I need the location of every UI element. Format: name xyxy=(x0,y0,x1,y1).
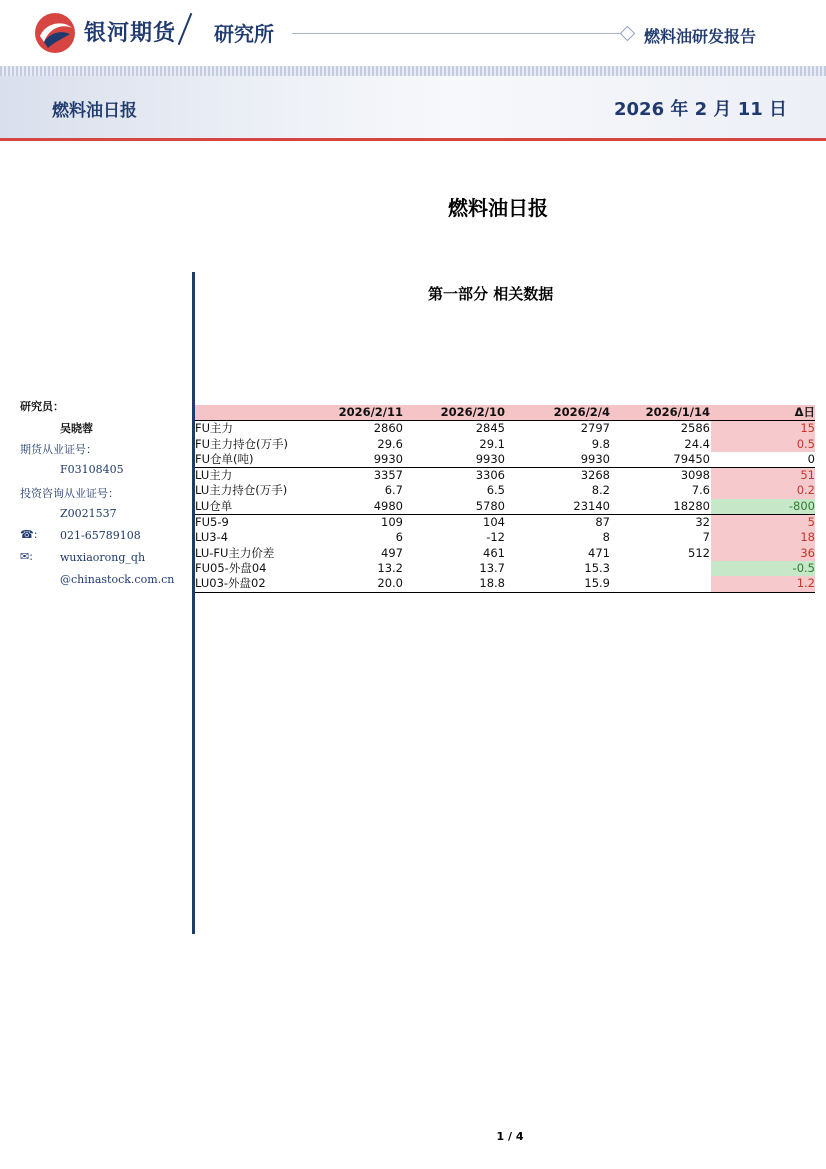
table-row xyxy=(195,561,815,576)
header-delta: Δ日 xyxy=(794,405,815,419)
value-col-3: 23140 xyxy=(573,498,610,513)
table-row xyxy=(195,546,815,561)
value-col-2: 3306 xyxy=(475,468,505,483)
mail-icon: ✉: xyxy=(20,550,33,563)
header-divider xyxy=(178,13,193,45)
value-col-4: 24.4 xyxy=(684,436,710,451)
phone-number: 021-65789108 xyxy=(60,529,141,542)
section-title: 第一部分 相关数据 xyxy=(428,285,554,303)
header-date-1: 2026/2/11 xyxy=(338,405,403,419)
value-col-3: 3268 xyxy=(580,468,610,483)
header-date-2: 2026/2/10 xyxy=(440,405,505,419)
value-col-2: 461 xyxy=(483,545,505,560)
value-col-3: 15.9 xyxy=(584,576,610,591)
value-col-2: 13.7 xyxy=(479,560,505,575)
value-col-1: 109 xyxy=(381,515,403,530)
header-date-4: 2026/1/14 xyxy=(645,405,710,419)
header-rule xyxy=(292,33,624,34)
value-col-3: 471 xyxy=(588,545,610,560)
content-left-rule xyxy=(192,272,195,934)
table-row xyxy=(195,483,815,498)
table-row xyxy=(195,437,815,452)
value-col-2: -12 xyxy=(486,530,505,545)
value-col-3: 8 xyxy=(602,530,610,545)
value-col-1: 497 xyxy=(381,545,403,560)
advisory-cert-number: Z0021537 xyxy=(60,507,117,520)
value-col-1: 4980 xyxy=(373,498,403,513)
value-col-3: 15.3 xyxy=(584,560,610,575)
page-number: 1 / 4 xyxy=(496,1130,524,1143)
value-col-3: 2797 xyxy=(580,421,610,436)
value-col-1: 20.0 xyxy=(377,576,403,591)
email-line-2[interactable]: @chinastock.com.cn xyxy=(60,573,175,586)
galaxy-futures-logo xyxy=(34,12,76,54)
email-line-1[interactable]: wuxiaorong_qh xyxy=(60,551,146,564)
value-col-4: 18280 xyxy=(673,498,710,513)
row-label: FU主力 xyxy=(195,421,234,436)
value-col-4: 7.6 xyxy=(691,483,710,498)
table-row xyxy=(195,452,815,468)
value-col-1: 2860 xyxy=(373,421,403,436)
value-col-1: 6.7 xyxy=(384,483,403,498)
row-label: LU03-外盘02 xyxy=(195,576,266,591)
row-label: FU05-外盘04 xyxy=(195,560,267,575)
delta-value: 0.5 xyxy=(711,437,815,452)
value-col-1: 3357 xyxy=(373,468,403,483)
delta-value: 15 xyxy=(711,421,815,436)
value-col-2: 6.5 xyxy=(486,483,505,498)
delta-value: 0.2 xyxy=(711,483,815,498)
header-stripe xyxy=(0,66,826,76)
value-col-3: 87 xyxy=(595,515,610,530)
row-label: LU3-4 xyxy=(195,530,229,545)
futures-cert-label: 期货从业证号： xyxy=(20,443,97,456)
table-row xyxy=(195,530,815,545)
data-table xyxy=(195,405,815,593)
delta-value: 18 xyxy=(711,530,815,545)
banner-red-rule xyxy=(0,138,826,141)
value-col-4: 32 xyxy=(695,515,710,530)
value-col-2: 104 xyxy=(483,515,505,530)
row-label: FU主力持仓(万手) xyxy=(195,436,289,451)
futures-cert-number: F03108405 xyxy=(60,463,124,476)
value-col-2: 2845 xyxy=(475,421,505,436)
brand-name: 银河期货 xyxy=(84,21,177,46)
value-col-3: 9.8 xyxy=(591,436,610,451)
table-row xyxy=(195,468,815,483)
table-row xyxy=(195,421,815,436)
diamond-icon xyxy=(620,26,636,42)
value-col-3: 9930 xyxy=(580,451,610,466)
header-date-3: 2026/2/4 xyxy=(553,405,610,419)
table-row xyxy=(195,515,815,530)
delta-value: 5 xyxy=(711,515,815,530)
row-label: FU仓单(吨) xyxy=(195,451,254,466)
value-col-2: 29.1 xyxy=(479,436,505,451)
page-title: 燃料油日报 xyxy=(448,196,548,220)
table-row xyxy=(195,499,815,515)
researcher-label: 研究员： xyxy=(20,400,64,413)
row-label: LU-FU主力价差 xyxy=(195,545,275,560)
table-row xyxy=(195,576,815,592)
advisory-cert-label: 投资咨询从业证号： xyxy=(20,487,119,500)
value-col-4: 512 xyxy=(688,545,710,560)
value-col-2: 5780 xyxy=(475,498,505,513)
value-col-1: 29.6 xyxy=(377,436,403,451)
delta-value: 51 xyxy=(711,468,815,483)
value-col-4: 7 xyxy=(702,530,710,545)
institute-name: 研究所 xyxy=(214,22,274,46)
delta-value: -800 xyxy=(711,499,815,514)
row-label: LU仓单 xyxy=(195,498,233,513)
row-label: LU主力 xyxy=(195,468,233,483)
delta-value: -0.5 xyxy=(711,561,815,576)
value-col-1: 6 xyxy=(395,530,403,545)
value-col-4: 2586 xyxy=(680,421,710,436)
delta-value: 36 xyxy=(711,546,815,561)
value-col-2: 18.8 xyxy=(479,576,505,591)
value-col-4: 3098 xyxy=(680,468,710,483)
delta-value: 0 xyxy=(807,451,815,466)
report-date: 2026 年 2 月 11 日 xyxy=(614,99,788,120)
value-col-4: 79450 xyxy=(673,451,710,466)
table-body xyxy=(195,421,815,592)
value-col-1: 13.2 xyxy=(377,560,403,575)
delta-value: 1.2 xyxy=(711,576,815,591)
value-col-1: 9930 xyxy=(373,451,403,466)
researcher-name: 吴晓蓉 xyxy=(60,422,93,435)
row-label: LU主力持仓(万手) xyxy=(195,483,288,498)
report-type: 燃料油研发报告 xyxy=(644,27,757,46)
banner-title: 燃料油日报 xyxy=(52,101,137,121)
phone-icon: ☎: xyxy=(20,528,38,541)
row-label: FU5-9 xyxy=(195,515,229,530)
value-col-2: 9930 xyxy=(475,451,505,466)
value-col-3: 8.2 xyxy=(591,483,610,498)
table-header-row xyxy=(195,405,815,421)
